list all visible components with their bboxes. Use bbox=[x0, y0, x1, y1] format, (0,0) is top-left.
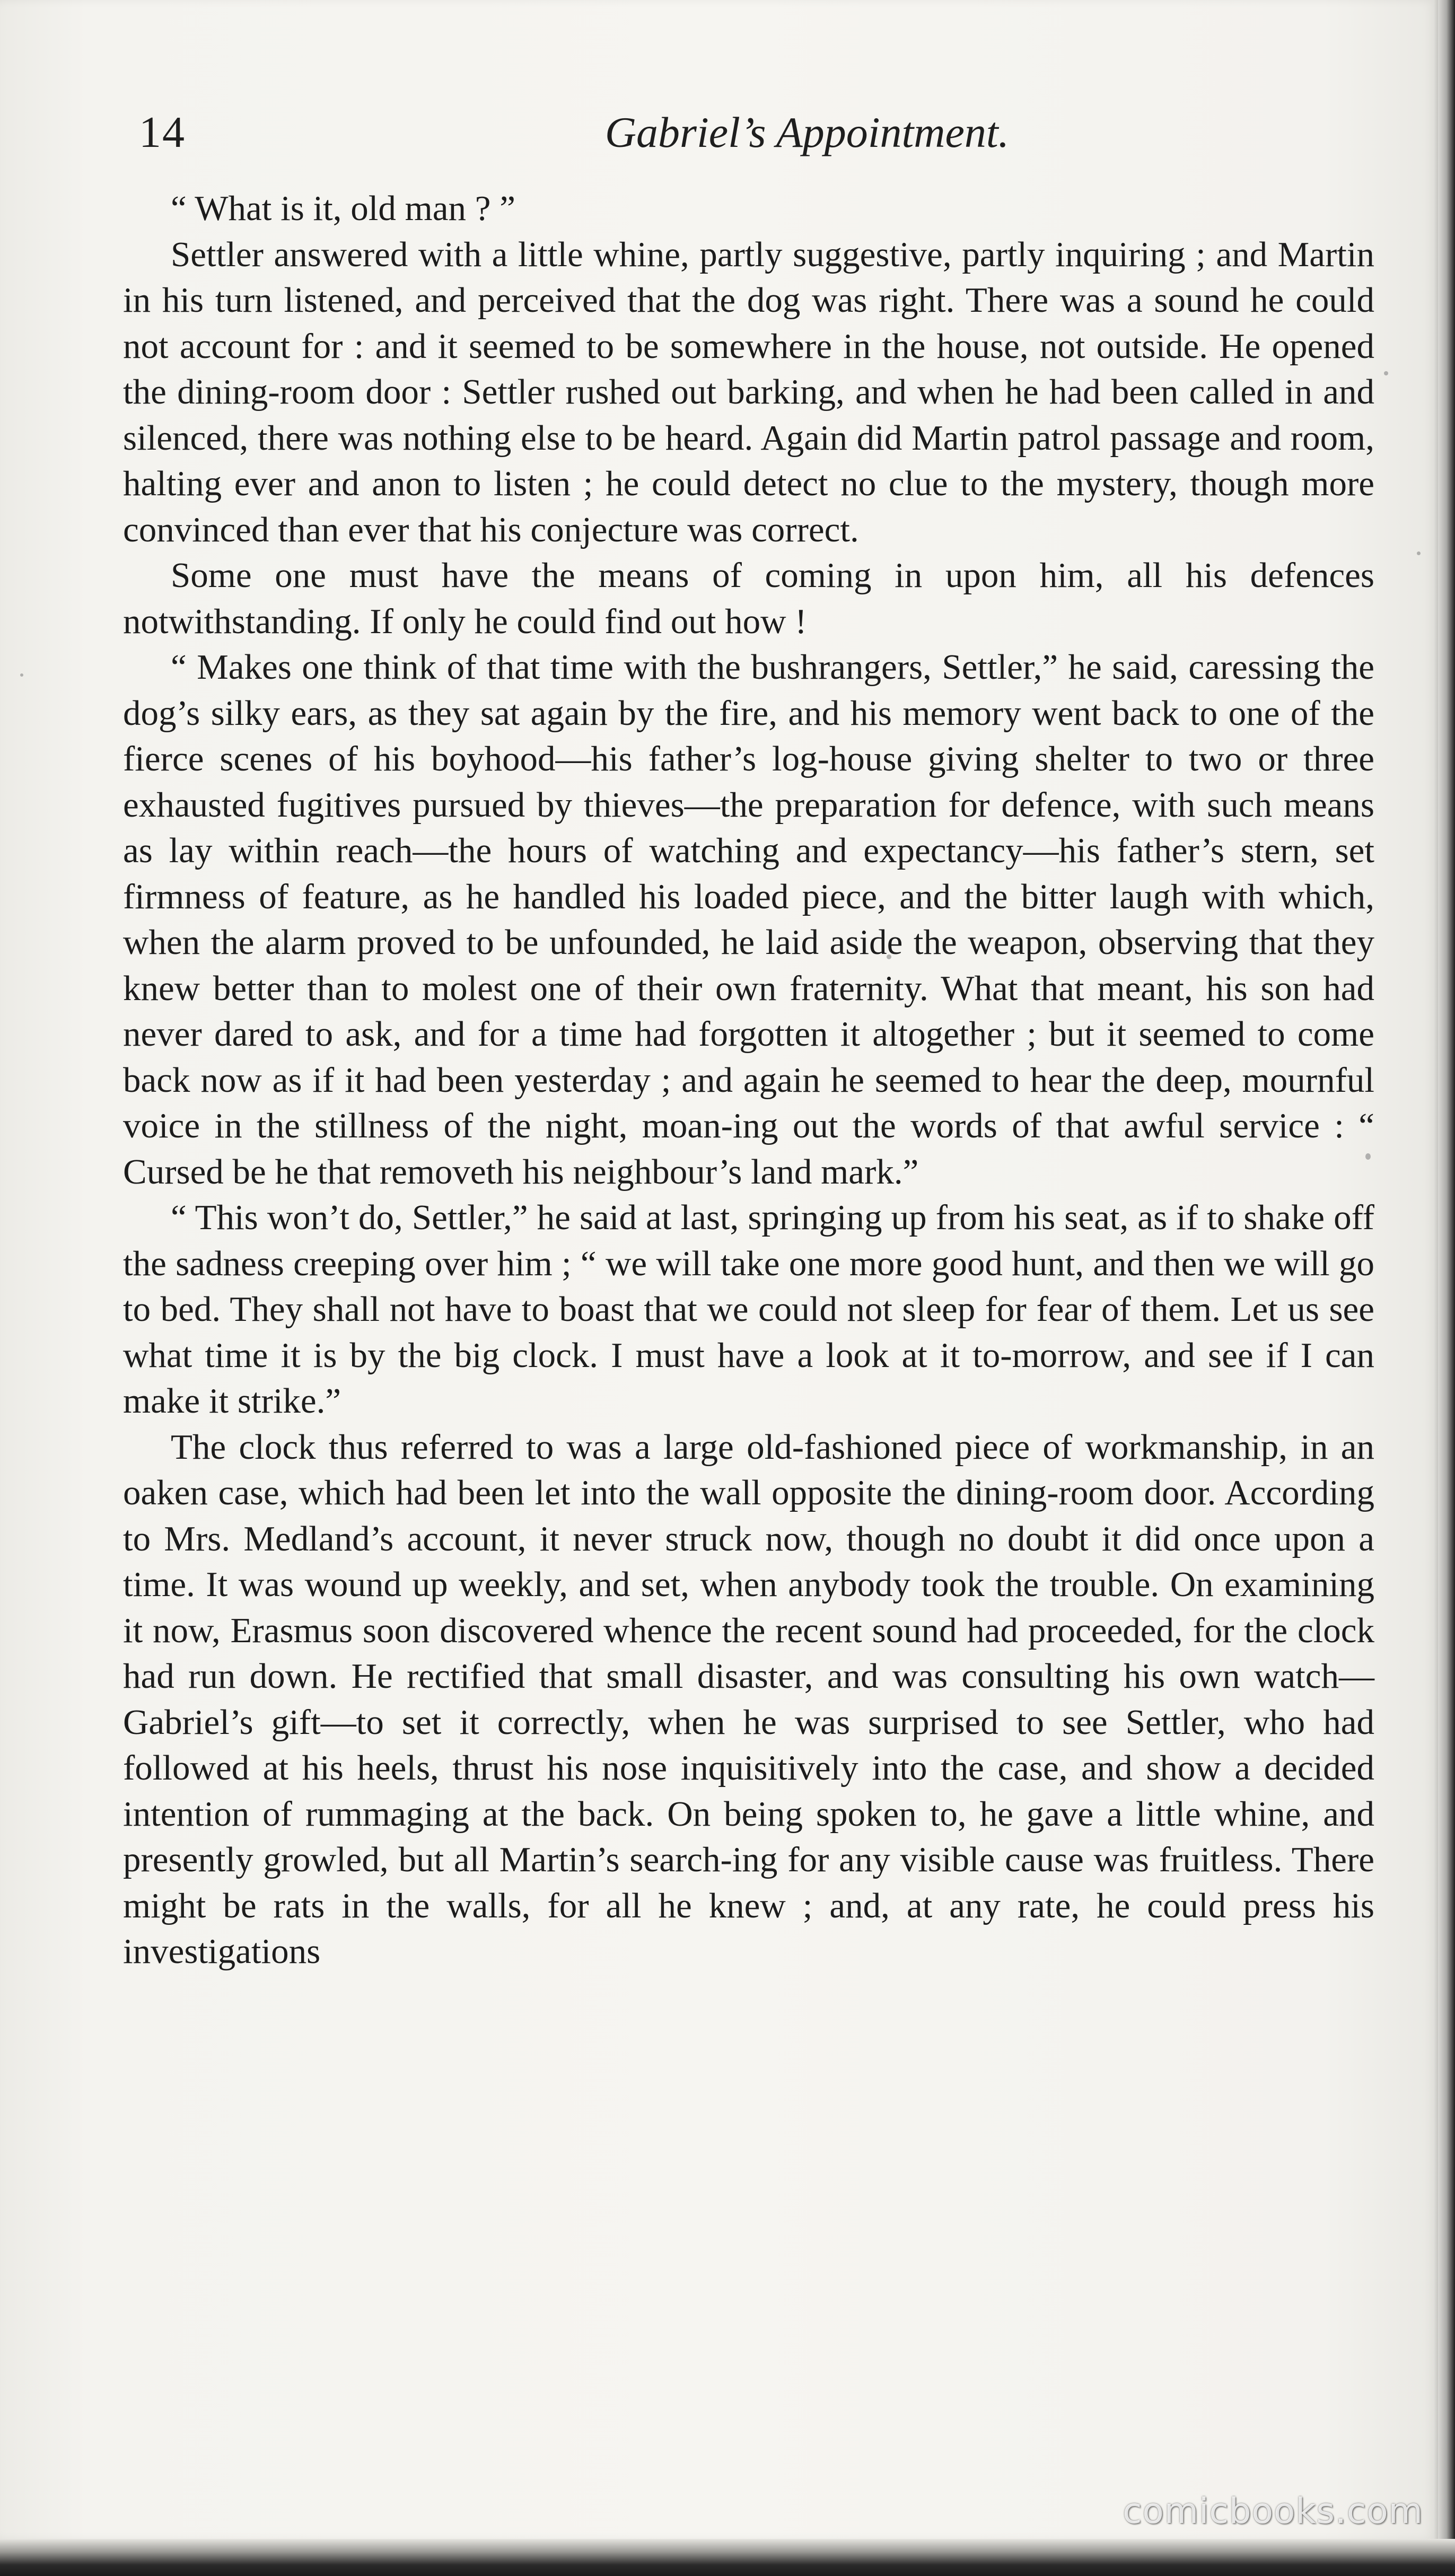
body-text bbox=[123, 186, 1374, 1975]
paragraph-4: “ Makes one think of that time with the bushrangers, Settler,” he said, caressing the dog’s silky ears, as they sat again by the fire, and his memory went back to one of the fierce scenes of his boyhood—his father’s log-house giving shelter to two or three exhausted fugitives pursued by thieves—the preparation for defence, with such means as lay within reach—the hours of watching and expectancy—his father’s stern, set firmness of feature, as he handled his loaded piece, and the bitter laugh with which, when the alarm proved to be unfounded, he laid aside the weapon, observing that they knew better than to molest one of their own fraternity. What that meant, his son had never dared to ask, and for a time had forgotten it altogether ; but it seemed to come back now as if it had been yesterday ; and again he seemed to hear the deep, mournful voice in the stillness of the night, moan-ing out the words of that awful service : “ Cursed be he that removeth his neighbour’s land mark.” bbox=[123, 647, 1374, 1191]
spine-shadow bbox=[1434, 0, 1455, 2576]
paragraph-5: “ This won’t do, Settler,” he said at last, springing up from his seat, as if to shake off the sadness creeping over him ; “ we will take one more good hunt, and then we will go to bed. They shall not have to boast that we could not sleep for fear of them. Let us see what time it is by the big clock. I must have a look at it to-morrow, and see if I can make it strike.” bbox=[123, 1198, 1374, 1421]
page-number: 14 bbox=[139, 108, 186, 157]
paragraph-3: Some one must have the means of coming in upon him, all his defences notwithstanding. If only he could find out how ! bbox=[123, 556, 1374, 641]
running-title: Gabriel’s Appointment. bbox=[604, 108, 1010, 156]
paragraph-2: Settler answered with a little whine, partly suggestive, partly inquiring ; and Martin in his turn listened, and perceived that the dog was right. There was a sound he could not account for : and it seemed to be somewhere in the house, not outside. He opened the dining-room door : Settler rushed out barking, and when he had been called in and silenced, there was nothing else to be heard. Again did Martin patrol passage and room, halting ever and anon to listen ; he could detect no clue to the mystery, though more convinced than ever that his conjecture was correct. bbox=[123, 234, 1374, 549]
page-bottom-edge bbox=[0, 2539, 1455, 2576]
watermark: comicbooks.com bbox=[1123, 2491, 1423, 2531]
paragraph-1: “ What is it, old man ? ” bbox=[171, 189, 515, 228]
paragraph-6: The clock thus referred to was a large old-fashioned piece of workmanship, in an oaken case, which had been let into the wall opposite the dining-room door. According to Mrs. Medland’s account, it never struck now, though no doubt it did once upon a time. It was wound up weekly, and set, when anybody took the trouble. On examining it now, Erasmus soon discovered whence the recent sound had proceeded, for the clock had run down. He rectified that small disaster, and was consulting his own watch—Gabriel’s gift—to set it correctly, when he was surprised to see Settler, who had followed at his heels, thrust his nose inquisitively into the case, and show a decided intention of rummaging at the back. On being spoken to, he gave a little whine, and presently growled, but all Martin’s search-ing for any visible cause was fruitless. There might be rats in the walls, for all he knew ; and, at any rate, he could press his investigations bbox=[123, 1427, 1374, 1971]
running-header bbox=[123, 95, 1374, 159]
